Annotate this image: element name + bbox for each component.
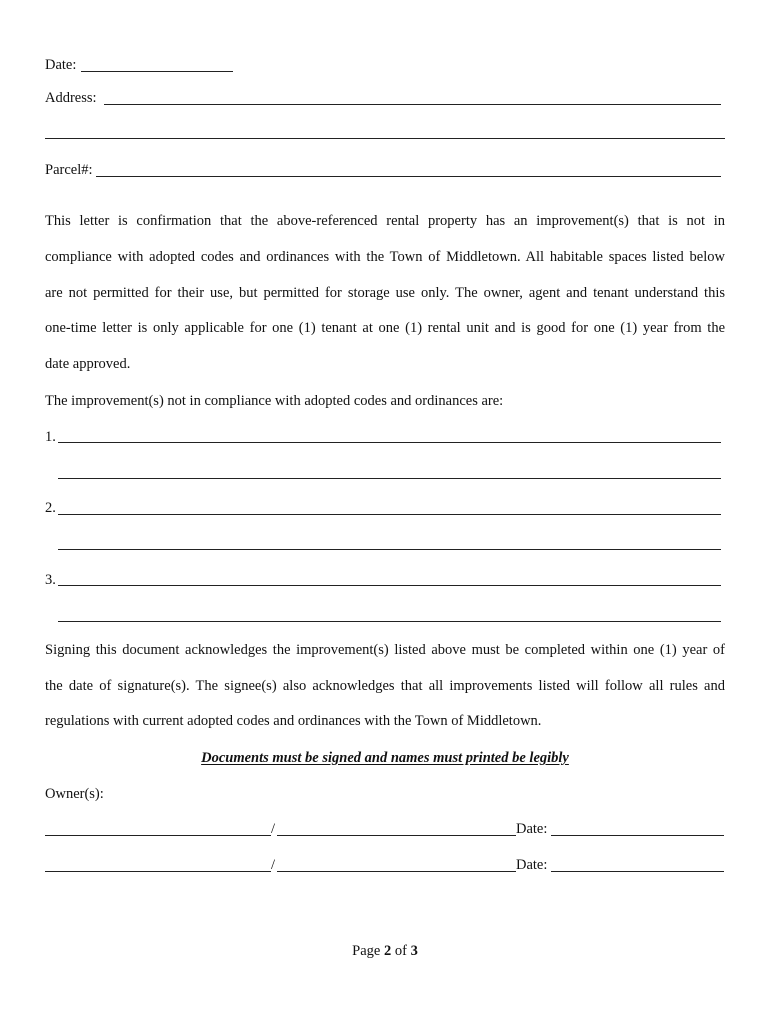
owner-1-signature-field[interactable] [45, 835, 271, 836]
confirmation-line: one-time letter is only applicable for one (1) tenant at one (1) rental unit and is good for one (1) year from the [45, 320, 725, 336]
owner-1-printed-name-field[interactable] [277, 835, 516, 836]
date-label: Date: [45, 57, 77, 73]
date-field[interactable] [81, 71, 233, 72]
acknowledgement-line: regulations with current adopted codes and ordinances with the Town of Middletown. [45, 713, 542, 729]
confirmation-line: This letter is confirmation that the above-referenced rental property has an improvement(s) that is not in [45, 213, 725, 229]
improvement-number: 3. [45, 572, 56, 588]
acknowledgement-line: the date of signature(s). The signee(s) also acknowledges that all improvements listed will follow all rules and [45, 678, 725, 694]
improvements-intro: The improvement(s) not in compliance with adopted codes and ordinances are: [45, 393, 504, 409]
page-of-word: of [394, 943, 407, 959]
parcel-label: Parcel#: [45, 162, 93, 178]
signing-notice: Documents must be signed and names must printed be legibly [201, 750, 569, 766]
page-word: Page [352, 943, 381, 959]
owner-2-printed-name-field[interactable] [277, 871, 516, 872]
owner-date-label: Date: [516, 857, 548, 873]
improvement-3-field[interactable] [58, 585, 721, 586]
improvement-number: 1. [45, 429, 56, 445]
address-field[interactable] [104, 104, 721, 105]
owner-date-label: Date: [516, 821, 548, 837]
owner-separator: / [271, 821, 276, 837]
parcel-field[interactable] [96, 176, 721, 177]
improvement-2-field-line-2[interactable] [58, 549, 721, 550]
owners-label: Owner(s): [45, 786, 104, 802]
address-field-line-2[interactable] [45, 138, 725, 139]
page-total: 3 [410, 943, 418, 959]
confirmation-line: are not permitted for their use, but permitted for storage use only. The owner, agent and tenant understand this [45, 285, 725, 301]
page-current: 2 [383, 943, 392, 959]
confirmation-line: compliance with adopted codes and ordinances with the Town of Middletown. All habitable spaces listed below [45, 249, 725, 265]
owner-1-date-field[interactable] [551, 835, 724, 836]
address-label: Address: [45, 90, 97, 106]
acknowledgement-line: Signing this document acknowledges the improvement(s) listed above must be completed within one (1) year of [45, 642, 725, 658]
improvement-1-field[interactable] [58, 442, 721, 443]
improvement-2-field[interactable] [58, 514, 721, 515]
improvement-number: 2. [45, 500, 56, 516]
improvement-3-field-line-2[interactable] [58, 621, 721, 622]
owner-2-date-field[interactable] [551, 871, 724, 872]
owner-2-signature-field[interactable] [45, 871, 271, 872]
owner-separator: / [271, 857, 276, 873]
page-number [0, 942, 770, 960]
improvement-1-field-line-2[interactable] [58, 478, 721, 479]
confirmation-line: date approved. [45, 356, 131, 372]
